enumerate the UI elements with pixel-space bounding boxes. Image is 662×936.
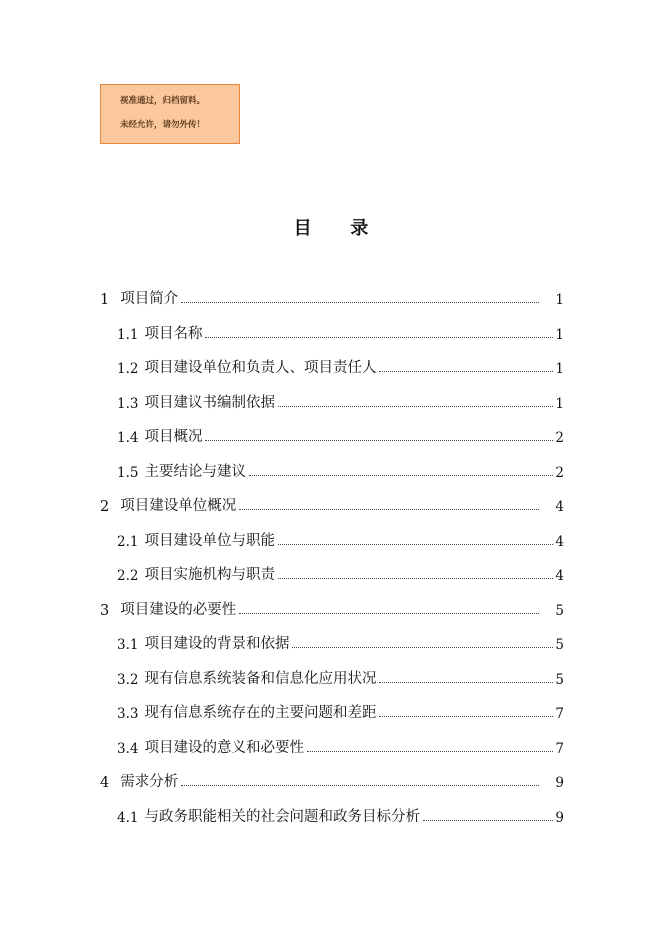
toc-entry-title: 主要结论与建议 (144, 464, 246, 480)
toc-dot-leader (379, 716, 553, 717)
toc-entry-section[interactable] (117, 459, 564, 481)
toc-entry-section[interactable] (117, 631, 564, 653)
toc-entry-number: 3.2 (117, 672, 139, 688)
toc-entry-number: 4 (100, 775, 110, 791)
toc-entry-number: 4.1 (117, 810, 139, 826)
toc-dot-leader (278, 406, 553, 407)
toc-entry-page: 4 (555, 534, 564, 550)
toc-entry-page: 1 (555, 327, 564, 343)
toc-entry-page: 4 (555, 499, 564, 515)
toc-dot-leader (278, 544, 553, 545)
toc-entry-number: 1.1 (117, 327, 139, 343)
toc-entry-number: 1 (100, 292, 110, 308)
toc-entry-title: 项目建设单位与职能 (144, 533, 275, 549)
toc-entry-section[interactable] (117, 735, 564, 757)
toc-dot-leader (249, 475, 553, 476)
stamp-line-2: 未经允许，请勿外传！ (120, 120, 206, 130)
toc-entry-title: 项目建设的背景和依据 (144, 636, 290, 652)
toc-entry-page: 9 (555, 810, 564, 826)
toc-entry-page: 4 (555, 568, 564, 584)
toc-dot-leader (181, 302, 539, 303)
toc-entry-chapter[interactable] (100, 493, 564, 515)
toc-dot-leader (181, 785, 539, 786)
toc-dot-leader (423, 820, 553, 821)
toc-entry-page: 5 (555, 672, 564, 688)
toc-entry-title: 项目名称 (144, 326, 203, 342)
toc-entry-title: 项目建议书编制依据 (144, 395, 275, 411)
toc-entry-section[interactable] (117, 424, 564, 446)
toc-entry-title: 项目建设单位概况 (120, 498, 237, 514)
toc-entry-title: 项目建设的必要性 (120, 602, 237, 618)
toc-entry-title: 项目概况 (144, 429, 203, 445)
toc-entry-number: 3 (100, 603, 110, 619)
toc-entry-chapter[interactable] (100, 597, 564, 619)
toc-entry-title: 项目简介 (120, 291, 179, 307)
toc-dot-leader (379, 682, 553, 683)
toc-entry-title: 现有信息系统装备和信息化应用状况 (144, 671, 377, 687)
toc-entry-chapter[interactable] (100, 769, 564, 791)
toc-entry-number: 1.4 (117, 430, 139, 446)
toc-entry-section[interactable] (117, 321, 564, 343)
toc-dot-leader (379, 371, 553, 372)
toc-dot-leader (307, 751, 553, 752)
toc-entry-page: 5 (555, 603, 564, 619)
toc-entry-number: 1.2 (117, 361, 139, 377)
toc-entry-number: 3.4 (117, 741, 139, 757)
toc-entry-page: 1 (555, 396, 564, 412)
toc-dot-leader (239, 613, 539, 614)
toc-entry-page: 7 (555, 706, 564, 722)
toc-entry-number: 2 (100, 499, 110, 515)
toc-entry-page: 7 (555, 741, 564, 757)
toc-entry-title: 项目建设单位和负责人、项目责任人 (144, 360, 377, 376)
toc-entry-page: 1 (555, 292, 564, 308)
toc-dot-leader (205, 337, 553, 338)
toc-entry-page: 9 (555, 775, 564, 791)
toc-entry-section[interactable] (117, 666, 564, 688)
toc-entry-number: 1.5 (117, 465, 139, 481)
toc-entry-section[interactable] (117, 390, 564, 412)
toc-entry-page: 2 (555, 430, 564, 446)
toc-entry-section[interactable] (117, 804, 564, 826)
toc-entry-title: 与政务职能相关的社会问题和政务目标分析 (144, 809, 420, 825)
toc-entry-number: 1.3 (117, 396, 139, 412)
toc-entry-number: 3.1 (117, 637, 139, 653)
toc-entry-section[interactable] (117, 700, 564, 722)
toc-entry-chapter[interactable] (100, 286, 564, 308)
toc-entry-title: 现有信息系统存在的主要问题和差距 (144, 705, 377, 721)
stamp-line-1: 视准通过，归档留料。 (120, 96, 206, 106)
toc-entry-title: 项目实施机构与职责 (144, 567, 275, 583)
toc-entry-number: 2.1 (117, 534, 139, 550)
toc-entry-page: 2 (555, 465, 564, 481)
toc-title: 目 录 (293, 218, 385, 239)
toc-entry-title: 需求分析 (120, 774, 179, 790)
toc-entry-page: 1 (555, 361, 564, 377)
toc-dot-leader (239, 509, 539, 510)
toc-entry-number: 2.2 (117, 568, 139, 584)
toc-entry-title: 项目建设的意义和必要性 (144, 740, 304, 756)
toc-entry-section[interactable] (117, 562, 564, 584)
toc-dot-leader (278, 578, 553, 579)
toc-entry-section[interactable] (117, 528, 564, 550)
toc-entry-section[interactable] (117, 355, 564, 377)
toc-entry-number: 3.3 (117, 706, 139, 722)
toc-entry-page: 5 (555, 637, 564, 653)
toc-dot-leader (205, 440, 553, 441)
toc-dot-leader (292, 647, 553, 648)
